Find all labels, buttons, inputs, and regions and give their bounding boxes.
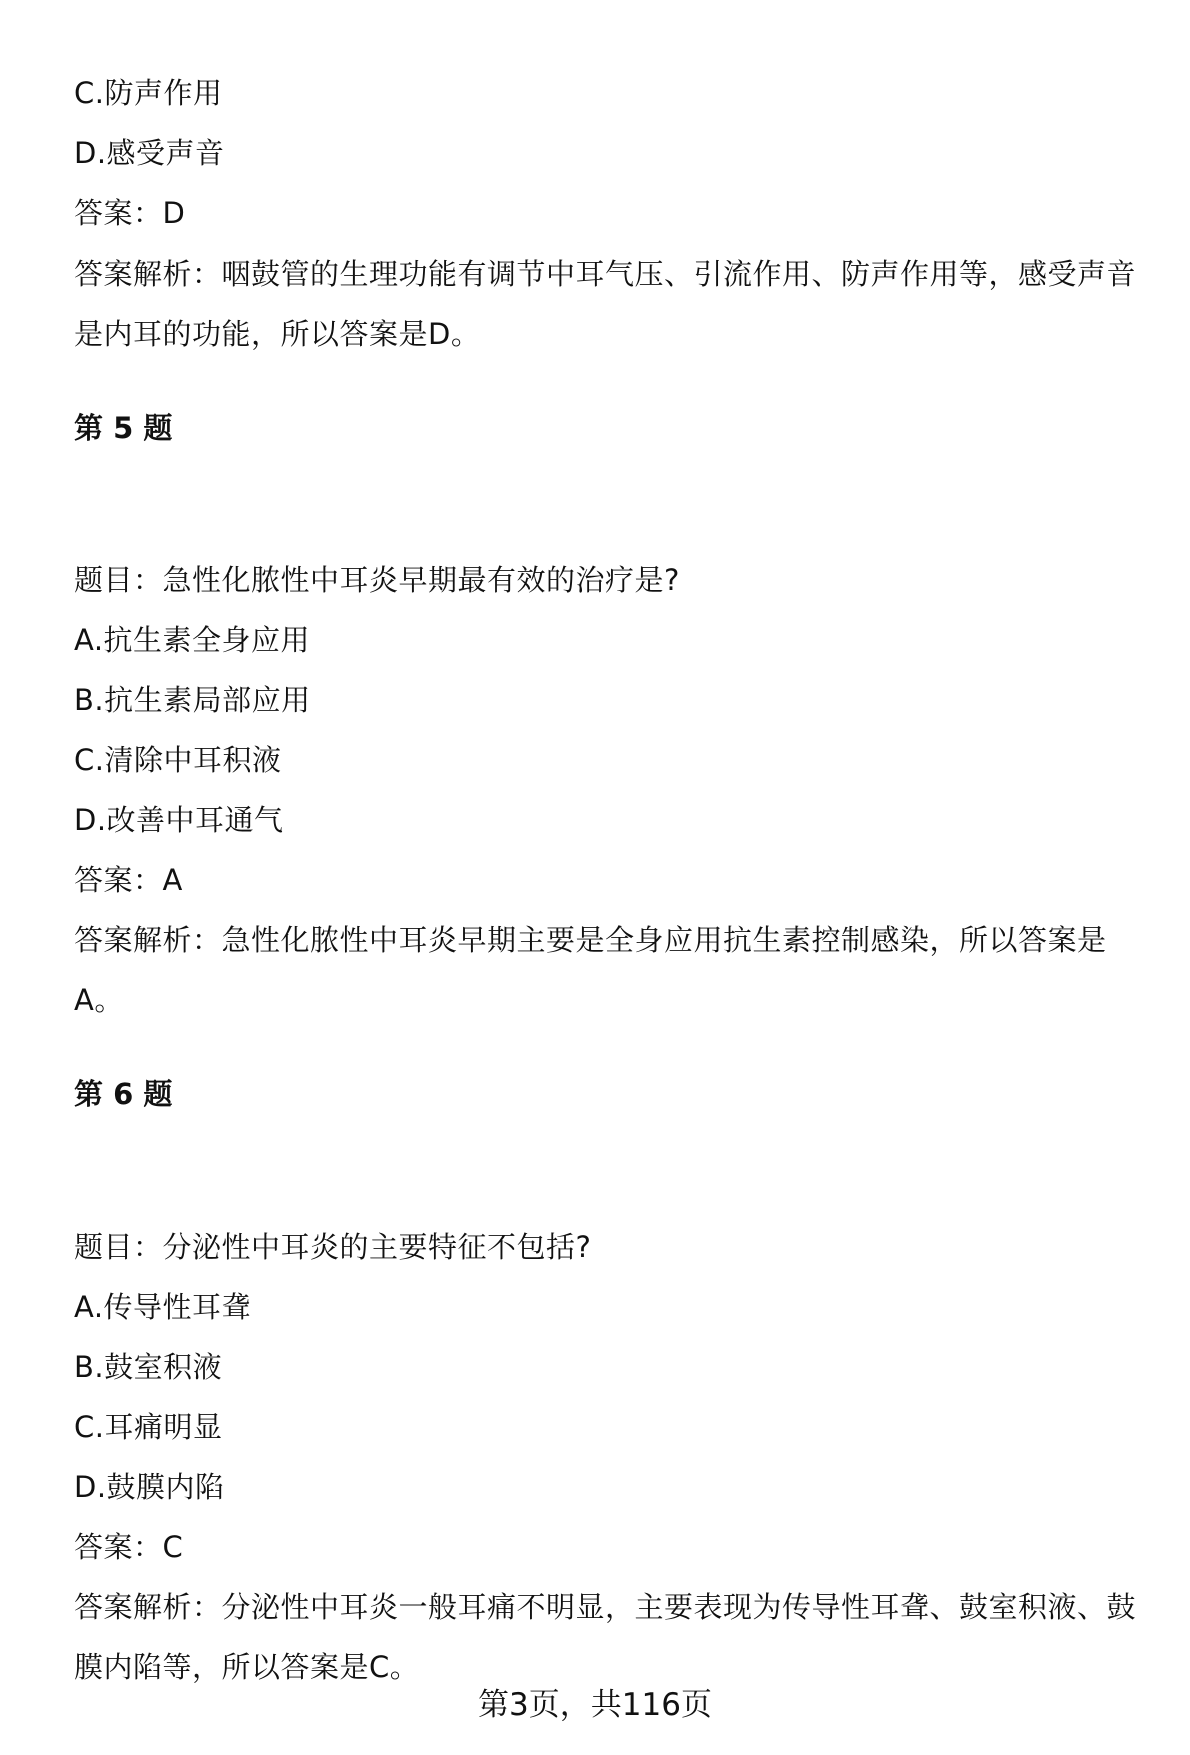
q6-explanation-line-1: 答案解析：分泌性中耳炎一般耳痛不明显，主要表现为传导性耳聋、鼓室积液、鼓: [74, 1590, 1137, 1624]
q4-explanation-line-1: 答案解析：咽鼓管的生理功能有调节中耳气压、引流作用、防声作用等，感受声音: [74, 257, 1137, 291]
q5-option-a: A.抗生素全身应用: [74, 623, 311, 657]
q6-option-a: A.传导性耳聋: [74, 1290, 252, 1324]
q6-answer: 答案：C: [74, 1530, 184, 1564]
q5-option-c: C.清除中耳积液: [74, 743, 282, 777]
q5-option-b: B.抗生素局部应用: [74, 683, 311, 717]
q6-explanation-line-2: 膜内陷等，所以答案是C。: [74, 1650, 420, 1684]
q6-heading: 第 6 题: [74, 1077, 173, 1111]
q5-option-d: D.改善中耳通气: [74, 803, 284, 837]
q6-option-c: C.耳痛明显: [74, 1410, 223, 1444]
q4-option-c: C.防声作用: [74, 76, 223, 110]
q6-option-d: D.鼓膜内陷: [74, 1470, 225, 1504]
q5-question: 题目：急性化脓性中耳炎早期最有效的治疗是?: [74, 563, 680, 597]
q4-explanation-line-2: 是内耳的功能，所以答案是D。: [74, 317, 481, 351]
q6-question: 题目：分泌性中耳炎的主要特征不包括?: [74, 1230, 592, 1264]
q5-heading: 第 5 题: [74, 411, 173, 445]
q5-answer: 答案：A: [74, 863, 183, 897]
page-number-footer: 第3页，共116页: [478, 1687, 712, 1723]
q6-option-b: B.鼓室积液: [74, 1350, 223, 1384]
q4-answer: 答案：D: [74, 196, 186, 230]
q5-explanation-line-1: 答案解析：急性化脓性中耳炎早期主要是全身应用抗生素控制感染，所以答案是: [74, 923, 1107, 957]
q4-option-d: D.感受声音: [74, 136, 225, 170]
q5-explanation-line-2: A。: [74, 983, 124, 1017]
